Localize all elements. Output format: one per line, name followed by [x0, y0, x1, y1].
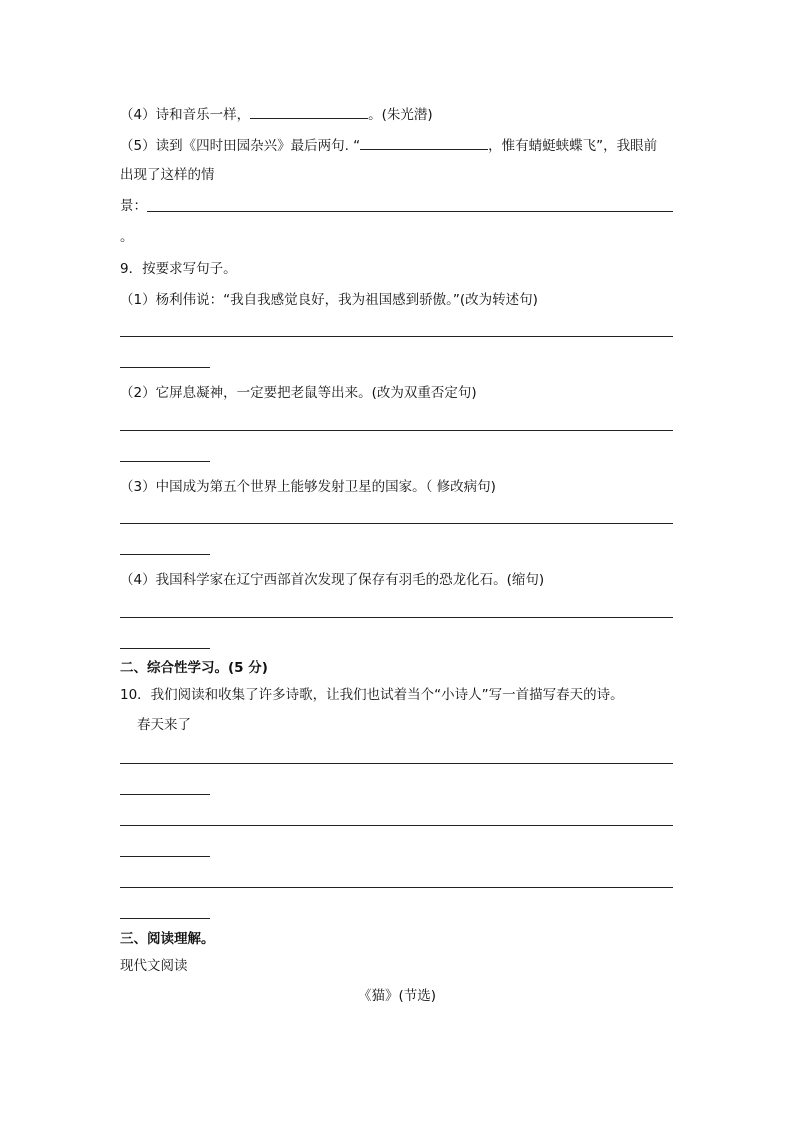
poem-answer-line-1-short[interactable] [120, 794, 210, 795]
q8-item5-blank[interactable] [360, 135, 488, 150]
q8-item5-suffix: ，惟有蜻蜓蛱蝶飞”，我眼前 [488, 138, 658, 154]
q9-item2-answer-line-short[interactable] [120, 461, 210, 462]
q8-item5 [120, 135, 657, 155]
poem-answer-line-2-short[interactable] [120, 856, 210, 857]
q8-item5-answer-line[interactable] [147, 211, 673, 212]
passage-title: 《猫》(节选) [357, 988, 437, 1004]
poem-answer-line-3[interactable] [120, 887, 673, 888]
q9-title: 9．按要求写句子。 [120, 261, 237, 277]
poem-answer-line-2[interactable] [120, 825, 673, 826]
q9-item3-answer-line[interactable] [120, 523, 673, 524]
poem-answer-line-1[interactable] [120, 763, 673, 764]
q8-item4-suffix: 。(朱光潜) [368, 107, 433, 123]
q8-item5-line3: 景： [120, 198, 147, 214]
q9-item1-answer-line[interactable] [120, 336, 673, 337]
poem-answer-line-3-short[interactable] [120, 918, 210, 919]
q9-item1: （1）杨利伟说：“我自我感觉良好，我为祖国感到骄傲。”(改为转述句) [120, 292, 538, 308]
q9-item4-answer-line-short[interactable] [120, 648, 210, 649]
q9-item2-answer-line[interactable] [120, 430, 673, 431]
q8-item4-blank[interactable] [250, 104, 368, 119]
q10-prompt: 10．我们阅读和收集了许多诗歌，让我们也试着当个“小诗人”写一首描写春天的诗。 [120, 687, 624, 703]
poem-start: 春天来了 [137, 717, 191, 733]
q9-item1-answer-line-short[interactable] [120, 367, 210, 368]
q9-item3-answer-line-short[interactable] [120, 554, 210, 555]
q8-item4-prefix: （4）诗和音乐一样， [120, 107, 251, 123]
q8-item5-end: 。 [120, 229, 134, 245]
q8-item5-prefix: （5）读到《四时田园杂兴》最后两句. “ [120, 138, 361, 154]
q9-item2: （2）它屏息凝神，一定要把老鼠等出来。(改为双重否定句) [120, 385, 477, 401]
q8-item4 [120, 104, 433, 124]
section3-subheading: 现代文阅读 [120, 958, 188, 974]
q9-item3: （3）中国成为第五个世界上能够发射卫星的国家。（ 修改病句) [120, 479, 496, 495]
section3-heading: 三、阅读理解。 [120, 931, 215, 947]
q9-item4: （4）我国科学家在辽宁西部首次发现了保存有羽毛的恐龙化石。(缩句) [120, 572, 545, 588]
q8-item5-line2: 出现了这样的情 [120, 167, 215, 183]
section2-heading: 二、综合性学习。(5 分) [120, 660, 268, 676]
q9-item4-answer-line[interactable] [120, 617, 673, 618]
